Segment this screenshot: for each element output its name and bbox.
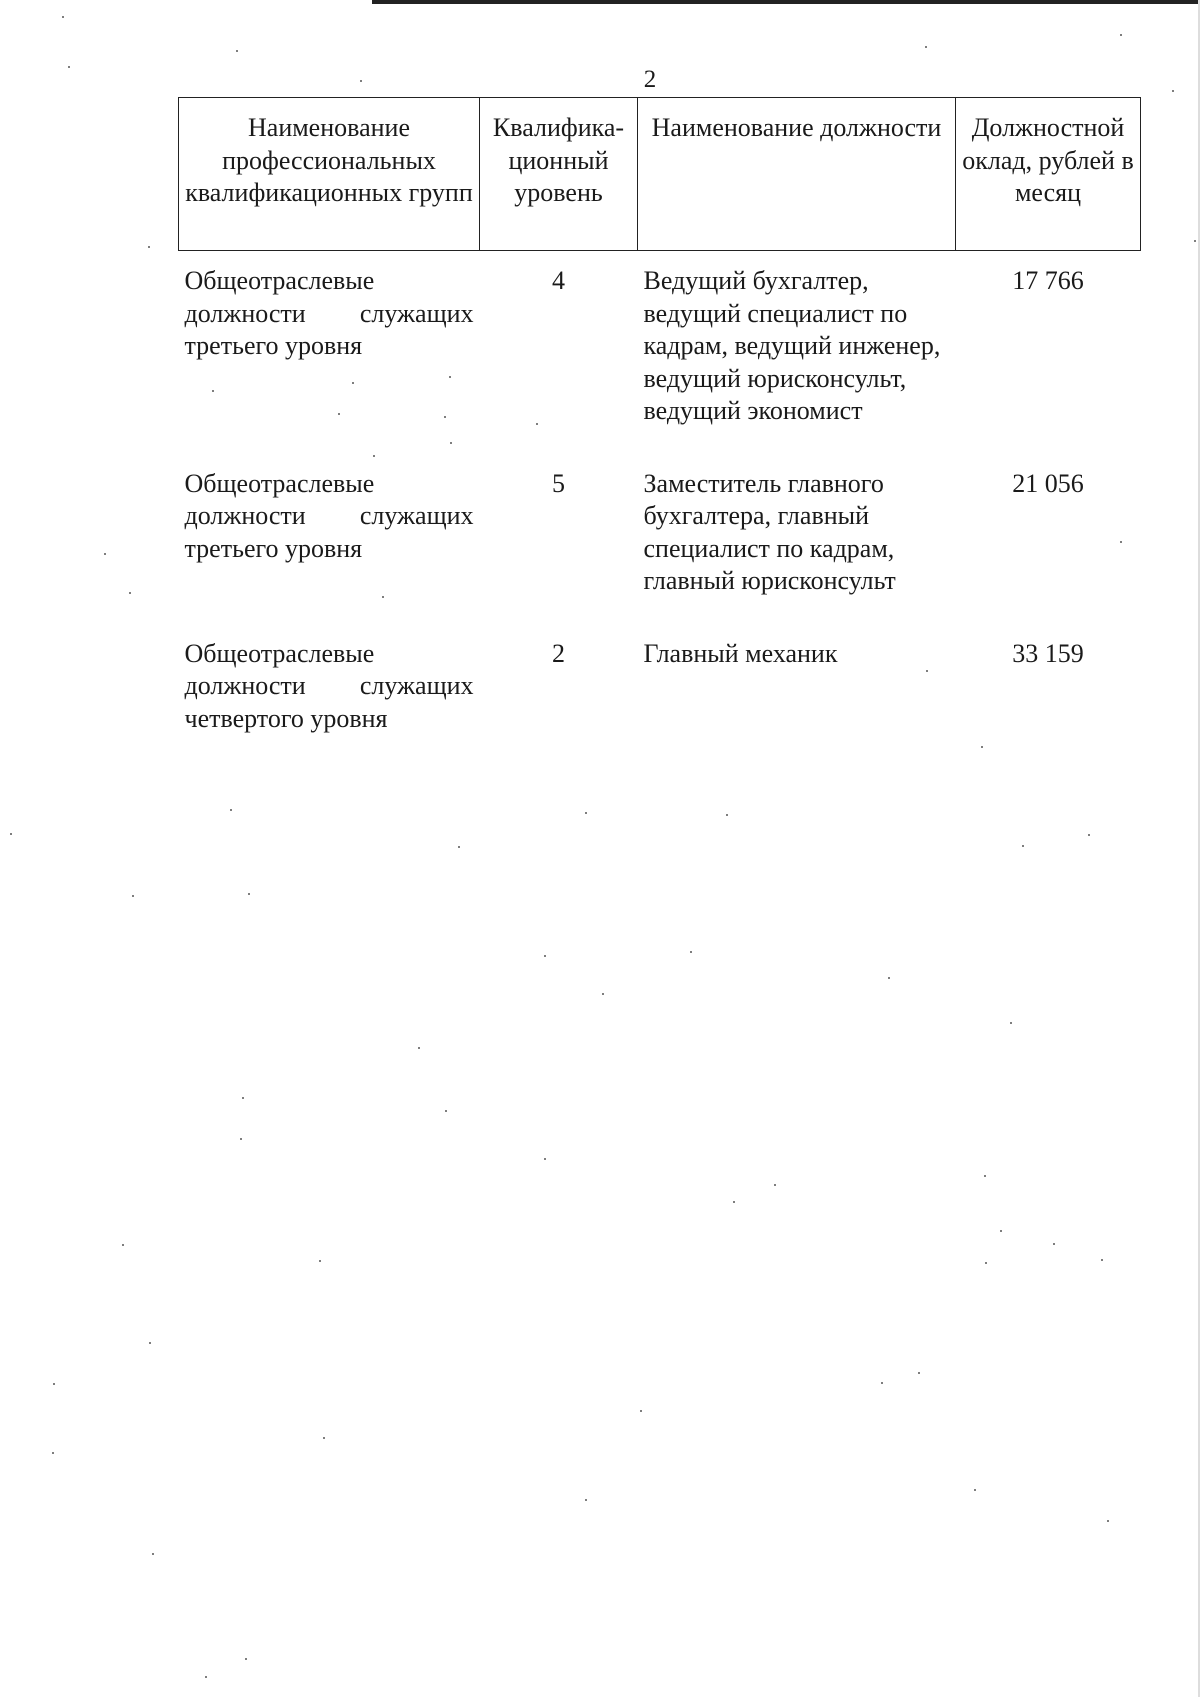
table-row [179,454,1141,624]
scan-top-border [372,0,1200,4]
cell-position: Главный механик [643,638,838,668]
cell-level: 2 [552,638,565,668]
cell-salary: 21 056 [1012,468,1084,498]
cell-level: 5 [552,468,565,498]
table-body [179,251,1141,762]
page-number: 2 [643,66,657,93]
table-row [179,624,1141,762]
salary-table [178,97,1141,761]
table-header [179,98,1141,251]
header-position: Наименование должности [638,98,956,251]
header-salary: Должностной оклад, рублей в месяц [956,98,1141,251]
cell-group: Общеотраслевые должности служащих третьего уровня [184,468,474,563]
cell-salary: 33 159 [1012,638,1084,668]
table-row [179,251,1141,454]
cell-position: Ведущий бухгалтер, ведущий специалист по кадрам, ведущий инженер, ведущий юрисконсульт, ведущий экономист [643,266,941,425]
header-group: Наименование профессиональных квалификационных групп [179,98,480,251]
cell-group: Общеотраслевые должности служащих третьего уровня [184,266,474,360]
cell-salary: 17 766 [1012,266,1084,295]
cell-position: Заместитель главного бухгалтера, главный специалист по кадрам, главный юрисконсульт [643,468,896,595]
header-level: Квалифика-ционный уровень [480,98,638,251]
table-header-row [179,98,1141,251]
cell-group: Общеотраслевые должности служащих четвертого уровня [184,638,474,733]
cell-level: 4 [552,266,565,295]
